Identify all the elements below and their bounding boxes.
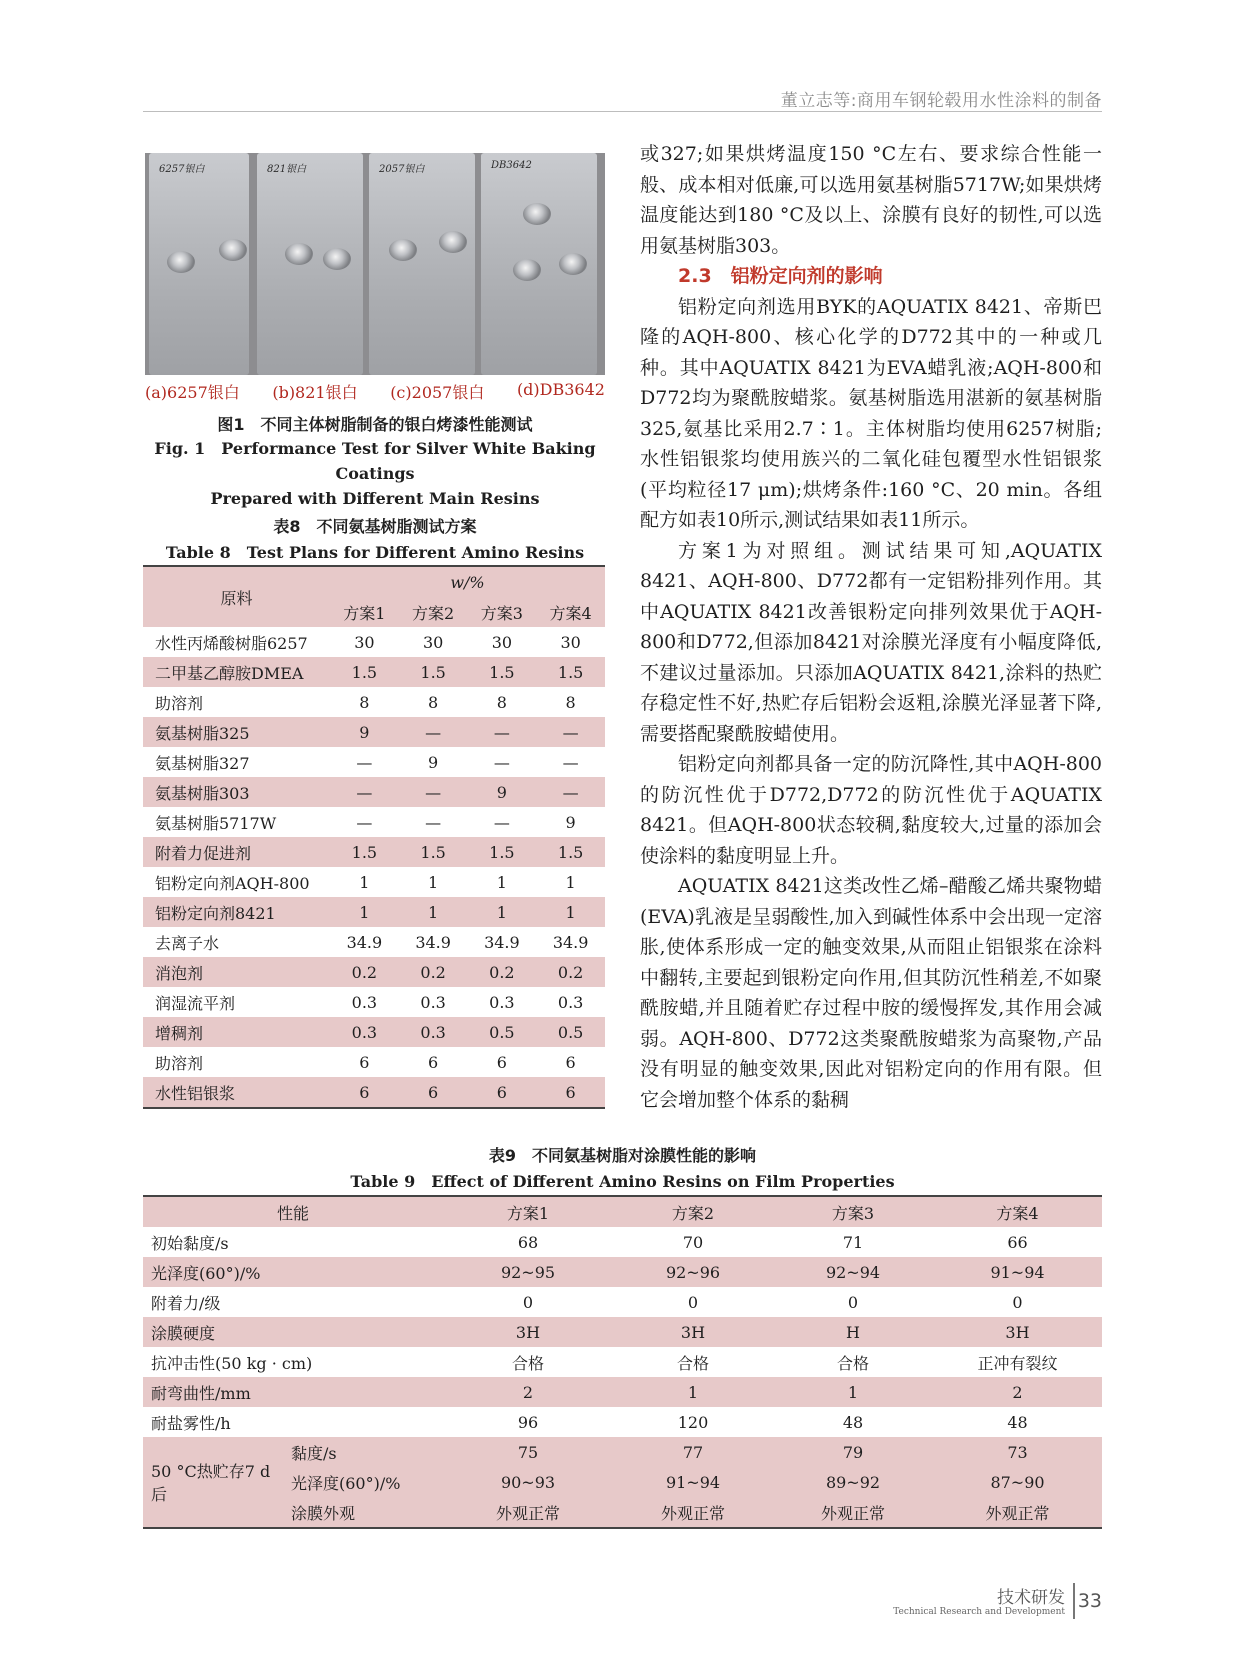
cell: 6 [565,1052,576,1072]
cell: 9 [428,752,439,772]
row-label: 氨基树脂327 [155,753,250,773]
table-row [143,1317,1102,1347]
cell: 34.9 [346,932,383,952]
table-row [143,657,605,687]
dent-mark [389,239,417,261]
cell: 3H [1005,1322,1030,1342]
row-label: 抗冲击性(50 kg · cm) [151,1353,313,1373]
cell: 30 [354,632,375,652]
cell: 30 [560,632,581,652]
cell: 1.5 [557,842,584,862]
table-row [143,1347,1102,1377]
cell: 0.3 [557,992,584,1012]
cell: — [356,752,373,772]
table-8-col-4: 方案4 [549,603,592,623]
figure-1-photo [145,153,605,375]
table-8-caption-zh: 表8 不同氨基树脂测试方案 [273,517,477,536]
table-row [143,1467,1102,1497]
table-row [143,1077,605,1108]
dent-mark [523,203,551,225]
table-row [143,1227,1102,1257]
figure-1-caption-en-line2: Prepared with Different Main Resins [210,489,540,508]
cell: 外观正常 [660,1503,725,1523]
table-9-col-2: 方案2 [671,1203,715,1223]
cell: 0 [522,1292,534,1312]
cell: 合格 [836,1353,869,1373]
cell: 34.9 [484,932,520,952]
row-label: 铝粉定向剂8421 [155,903,276,923]
cell: 71 [842,1232,864,1252]
cell: — [356,812,373,832]
cell: 79 [842,1442,864,1462]
figure-1-caption-en-line1: Fig. 1 Performance Test for Silver White Baking Coatings [154,439,596,483]
cell: 48 [842,1412,864,1432]
row-label: 氨基树脂5717W [155,813,277,833]
cell: 1 [565,872,576,892]
cell: 0.2 [489,962,515,982]
table-row [143,1437,1102,1467]
cell: 8 [359,692,370,712]
cell: 3H [680,1322,706,1342]
cell: 68 [517,1232,539,1252]
table-row [143,837,605,867]
cell: 2 [1012,1382,1023,1402]
cell: 66 [1007,1232,1028,1252]
table-8 [143,565,605,1109]
dent-mark [167,251,195,273]
figure-1-caption-zh: 图1 不同主体树脂制备的银白烤漆性能测试 [217,415,533,434]
table-9 [143,1195,1102,1529]
cell: 0.3 [351,1022,378,1042]
cell: 0.3 [420,992,446,1012]
row-label: 铝粉定向剂AQH-800 [155,873,310,893]
cell: 1.5 [351,662,378,682]
dent-mark [285,243,313,265]
panel-c [369,153,475,375]
cell: 1 [428,902,439,922]
table-row [143,1377,1102,1407]
row-label: 附着力/级 [151,1293,221,1313]
table-row [143,867,605,897]
cell: 73 [1007,1442,1028,1462]
row-label: 水性丙烯酸树脂6257 [155,633,308,653]
cell: — [493,722,510,742]
cell: 75 [517,1442,539,1462]
cell: 8 [428,692,439,712]
cell: 0.5 [489,1022,515,1042]
group-label: 50 °C热贮存7 d后 [151,1462,271,1504]
cell: 0 [1012,1292,1023,1312]
dent-mark [439,231,467,253]
cell: 合格 [676,1353,709,1373]
cell: 92~94 [825,1262,881,1282]
table-row [143,1407,1102,1437]
table-8-caption-en: Table 8 Test Plans for Different Amino Resins [165,543,585,562]
cell: 87~90 [990,1472,1045,1492]
cell: 3H [515,1322,541,1342]
cell: 0.3 [489,992,515,1012]
cell: 外观正常 [495,1503,560,1523]
cell: 90~93 [500,1472,556,1492]
cell: 96 [517,1412,539,1432]
cell: 1.5 [351,842,378,862]
cell: — [425,782,442,802]
row-label: 消泡剂 [155,963,204,983]
cell: 正冲有裂纹 [977,1353,1058,1373]
row-label: 助溶剂 [155,693,204,713]
table-9-col-4: 方案4 [996,1203,1039,1223]
cell: 120 [677,1412,709,1432]
cell: 9 [496,782,507,802]
table-row [143,987,605,1017]
cell: 9 [359,722,370,742]
row-label: 水性铝银浆 [155,1083,236,1103]
table-row [143,747,605,777]
cell: 8 [565,692,576,712]
page-number: 33 [1077,1590,1102,1612]
cell: H [846,1322,860,1342]
cell: — [493,812,510,832]
table-9-caption-zh: 表9 不同氨基树脂对涂膜性能的影响 [488,1146,757,1165]
table-row [143,1257,1102,1287]
cell: 91~94 [990,1262,1045,1282]
cell: 77 [682,1442,704,1462]
panel-d [481,153,597,375]
label-a: (a)6257银白 [145,383,240,402]
cell: — [425,722,442,742]
cell: 0.2 [351,962,378,982]
paragraph-3: 铝粉定向剂都具备一定的防沉降性,其中AQH-800的防沉性优于D772,D772的防沉性优于AQUATIX 8421。但AQH-800状态较稠,黏度较大,过量的添加会使涂料的黏度明显上升。 [640,753,1102,867]
table-row [143,1047,605,1077]
row-label: 光泽度(60°)/% [291,1473,401,1493]
cell: 1.5 [489,662,515,682]
row-label: 增稠剂 [155,1023,204,1043]
panel-b [257,153,363,375]
right-column-text [640,139,1102,1115]
cell: 91~94 [665,1472,721,1492]
cell: — [356,782,373,802]
figure-1-subfigure-labels [145,380,605,403]
row-label: 光泽度(60°)/% [151,1263,261,1283]
cell: 0 [687,1292,699,1312]
cell: 1 [565,902,576,922]
cell: 34.9 [552,932,589,952]
cell: 0.2 [557,962,584,982]
row-label: 附着力促进剂 [155,843,252,863]
cell: 1 [359,902,370,922]
row-label: 耐盐雾性/h [151,1413,231,1433]
table-9-col-3: 方案3 [831,1203,875,1223]
table-8-header-name: 原料 [220,588,253,608]
table-9-header-prop: 性能 [276,1203,309,1223]
cell: 30 [491,632,513,652]
cell: 2 [522,1382,534,1402]
cell: 89~92 [825,1472,881,1492]
table-row [143,957,605,987]
row-label: 去离子水 [155,933,220,953]
cell: 1 [496,902,507,922]
row-label: 耐弯曲性/mm [151,1383,251,1403]
cell: 外观正常 [985,1503,1050,1523]
cell: 1 [359,872,370,892]
cell: 0 [847,1292,859,1312]
footer-section-en: Technical Research and Development [893,1607,1065,1617]
row-label: 涂膜硬度 [151,1323,216,1343]
table-9-caption-en: Table 9 Effect of Different Amino Resins on Film Properties [350,1172,895,1191]
table-8-header-unit: w/% [450,572,485,592]
dent-mark [559,253,587,275]
cell: 6 [565,1082,576,1102]
panel-tag-d: DB3642 [491,160,532,171]
cell: 6 [496,1052,507,1072]
row-label: 初始黏度/s [151,1233,229,1253]
row-label: 助溶剂 [155,1053,204,1073]
figure-1-caption-en [140,436,610,511]
table-row [143,927,605,957]
cell: 6 [359,1052,370,1072]
cell: 1 [496,872,507,892]
header-divider [143,111,1102,112]
row-label: 二甲基乙醇胺DMEA [155,663,304,683]
table-row [143,807,605,837]
cell: 70 [682,1232,704,1252]
table-9-col-1: 方案1 [506,1203,550,1223]
cell: — [562,782,579,802]
dent-mark [219,239,247,261]
cell: 1.5 [489,842,515,862]
cell: 48 [1007,1412,1028,1432]
table-row [143,717,605,747]
paragraph-4: AQUATIX 8421这类改性乙烯–醋酸乙烯共聚物蜡(EVA)乳液是呈弱酸性,加入到碱性体系中会出现一定溶胀,使体系形成一定的触变效果,从而阻止铝银浆在涂料中翻转,主要起到银粉定向作用,但其防沉性稍差,不如聚酰胺蜡,并且随着贮存过程中胺的缓慢挥发,其作用会减弱。AQH-800、D772这类聚酰胺蜡浆为高聚物,产品没有明显的触变效果,因此对铝粉定向的作用有限。但它会增加整个体系的黏稠 [640,875,1102,1111]
cell: 0.5 [557,1022,584,1042]
dent-mark [513,259,541,281]
cell: 外观正常 [820,1503,885,1523]
cell: 6 [428,1082,439,1102]
label-d: (d)DB3642 [516,380,605,399]
table-row [143,777,605,807]
cell: — [425,812,442,832]
cell: 合格 [511,1353,544,1373]
table-8-col-2: 方案2 [412,603,455,623]
cell: — [562,752,579,772]
footer-divider [1073,1583,1075,1619]
cell: 0.3 [351,992,378,1012]
footer-section-zh: 技术研发 [997,1588,1065,1608]
cell: 92~95 [500,1262,556,1282]
cell: 92~96 [665,1262,721,1282]
row-label: 氨基树脂325 [155,723,250,743]
cell: 34.9 [415,932,451,952]
cell: — [562,722,579,742]
row-label: 黏度/s [291,1443,337,1463]
paragraph-continued: 或327;如果烘烤温度150 °C左右、要求综合性能一般、成本相对低廉,可以选用氨基树脂5717W;如果烘烤温度能达到180 °C及以上、涂膜有良好的韧性,可以选用氨基树脂303。 [640,143,1102,257]
running-header: 董立志等:商用车钢轮毂用水性涂料的制备 [780,91,1102,111]
cell: 6 [496,1082,507,1102]
row-label: 涂膜外观 [291,1503,356,1523]
table-8-col-1: 方案1 [343,603,386,623]
table-row [143,687,605,717]
cell: 0.3 [420,1022,446,1042]
cell: 1.5 [420,842,446,862]
label-c: (c)2057银白 [390,383,485,402]
cell: 1 [687,1382,699,1402]
cell: 6 [428,1052,439,1072]
cell: 9 [565,812,576,832]
table-8-col-3: 方案3 [480,603,523,623]
panel-tag-a: 6257银白 [159,164,205,175]
paragraph-2: 方案1为对照组。测试结果可知,AQUATIX 8421、AQH-800、D772都有一定铝粉排列作用。其中AQUATIX 8421改善银粉定向排列效果优于AQH-800和D772,但添加8421对涂膜光泽度有小幅度降低,不建议过量添加。只添加AQUATIX 8421,涂料的热贮存稳定性不好,热贮存后铝粉会返粗,涂膜光泽显著下降,需要搭配聚酰胺蜡使用。 [640,539,1102,745]
label-b: (b)821银白 [272,383,358,402]
cell: 1.5 [420,662,446,682]
table-row [143,897,605,927]
cell: — [493,752,510,772]
cell: 8 [496,692,507,712]
dent-mark [323,248,351,270]
table-row [143,1287,1102,1317]
table-row [143,1497,1102,1528]
cell: 6 [359,1082,370,1102]
table-row [143,627,605,657]
row-label: 氨基树脂303 [155,783,250,803]
section-heading-2-3: 2.3 铝粉定向剂的影响 [678,265,883,287]
cell: 0.2 [420,962,446,982]
panel-tag-c: 2057银白 [379,164,425,175]
cell: 1 [428,872,439,892]
row-label: 润湿流平剂 [155,993,236,1013]
cell: 30 [422,632,444,652]
cell: 1.5 [557,662,584,682]
paragraph-1: 铝粉定向剂选用BYK的AQUATIX 8421、帝斯巴隆的AQH-800、核心化学的D772其中的一种或几种。其中AQUATIX 8421为EVA蜡乳液;AQH-800和D772均为聚酰胺蜡浆。氨基树脂选用湛新的氨基树脂325,氨基比采用2.7∶1。主体树脂均使用6257树脂;水性铝银浆均使用族兴的二氧化硅包覆型水性铝银浆(平均粒径17 μm);烘烤条件:160 °C、20 min。各组配方如表10所示,测试结果如表11所示。 [640,295,1102,531]
panel-tag-b: 821银白 [267,164,307,175]
table-row [143,1017,605,1047]
panel-a [149,153,249,375]
cell: 1 [847,1382,859,1402]
